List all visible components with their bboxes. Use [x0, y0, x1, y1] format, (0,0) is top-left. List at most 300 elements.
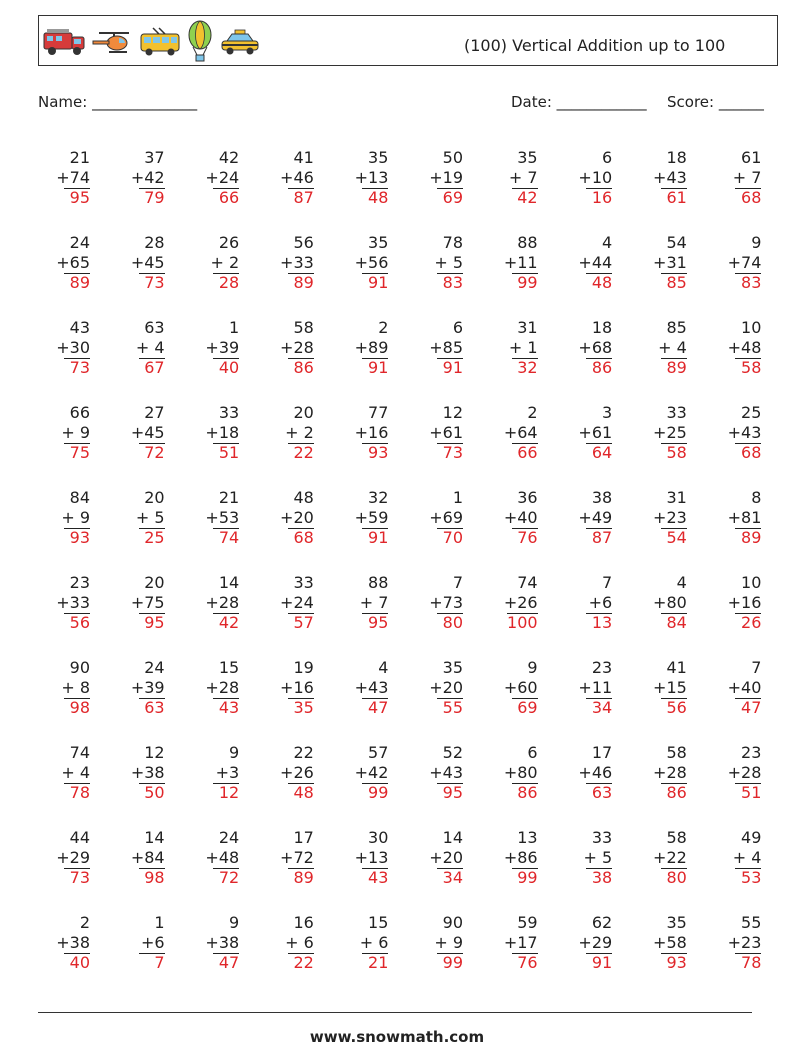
footer-site: www.snowmath.com: [309, 1028, 485, 1046]
addend-bottom: +44: [578, 253, 613, 272]
answer: 40: [64, 953, 90, 972]
addend-bottom: + 5: [434, 253, 463, 272]
addend-bottom: +3: [215, 763, 240, 782]
addend-bottom: + 4: [732, 848, 762, 867]
addend-top: 85: [666, 318, 687, 337]
answer: 93: [64, 528, 90, 547]
addend-top: 2: [527, 403, 538, 422]
addend-bottom: +10: [578, 168, 613, 187]
addition-problem: [635, 148, 687, 208]
addend-bottom: + 2: [285, 423, 314, 442]
addition-problem: [113, 573, 165, 633]
answer: 72: [139, 443, 165, 462]
fire-truck-icon: [43, 27, 85, 57]
addend-top: 32: [368, 488, 389, 507]
addend-bottom: +13: [354, 168, 389, 187]
addend-top: 41: [666, 658, 687, 677]
addend-top: 22: [293, 743, 314, 762]
addend-top: 4: [602, 233, 613, 252]
addend-top: 88: [368, 573, 389, 592]
answer: 76: [512, 528, 538, 547]
addition-problem: [560, 403, 612, 463]
addition-problem: [38, 403, 90, 463]
answer: 48: [586, 273, 612, 292]
addend-top: 31: [666, 488, 687, 507]
addition-problem: [560, 913, 612, 973]
addend-bottom: +28: [205, 678, 240, 697]
addend-bottom: + 9: [61, 508, 90, 527]
addition-problem: [38, 573, 90, 633]
addend-bottom: +65: [56, 253, 90, 272]
answer: 89: [735, 528, 761, 547]
addend-bottom: + 1: [508, 338, 538, 357]
addend-bottom: +28: [653, 763, 687, 782]
addend-bottom: +60: [503, 678, 538, 697]
addend-bottom: +38: [205, 933, 240, 952]
answer: 21: [362, 953, 388, 972]
helicopter-icon: [91, 27, 133, 57]
answer: 67: [139, 358, 165, 377]
answer: 13: [586, 613, 612, 632]
answer: 51: [735, 783, 761, 802]
answer: 47: [735, 698, 761, 717]
addend-bottom: +13: [354, 848, 389, 867]
date-field: Date: ____________: [511, 93, 647, 111]
answer: 68: [735, 188, 761, 207]
answer: 28: [213, 273, 239, 292]
addend-top: 23: [591, 658, 613, 677]
addition-problem: [113, 658, 165, 718]
answer: 75: [64, 443, 90, 462]
addend-bottom: +43: [727, 423, 762, 442]
addend-bottom: +38: [130, 763, 165, 782]
addition-problem: [635, 743, 687, 803]
addition-problem: [486, 658, 538, 718]
addition-problem: [486, 233, 538, 293]
answer: 95: [362, 613, 388, 632]
addend-bottom: +31: [653, 253, 687, 272]
addition-problem: [486, 403, 538, 463]
addend-bottom: +28: [280, 338, 314, 357]
answer: 12: [213, 783, 239, 802]
addition-problem: [336, 148, 388, 208]
answer: 69: [512, 698, 538, 717]
answer: 47: [213, 953, 239, 972]
addend-top: 77: [368, 403, 389, 422]
addition-problem: [635, 233, 687, 293]
answer: 16: [586, 188, 612, 207]
addend-top: 14: [218, 573, 240, 592]
addition-problem: [336, 573, 388, 633]
addend-bottom: +33: [56, 593, 90, 612]
addition-problem: [113, 743, 165, 803]
addition-problem: [113, 488, 165, 548]
addend-bottom: +18: [205, 423, 240, 442]
answer: 99: [512, 868, 538, 887]
addend-top: 35: [368, 233, 389, 252]
answer: 48: [288, 783, 314, 802]
answer: 68: [288, 528, 314, 547]
addend-top: 44: [69, 828, 90, 847]
addition-problem: [635, 573, 687, 633]
addition-problem: [336, 913, 388, 973]
addition-problem: [187, 573, 239, 633]
addend-bottom: +53: [205, 508, 240, 527]
addition-problem: [113, 233, 165, 293]
addend-top: 1: [154, 913, 165, 932]
addend-top: 50: [442, 148, 463, 167]
addition-problem: [709, 913, 761, 973]
addition-problem: [411, 488, 463, 548]
addend-bottom: +74: [727, 253, 762, 272]
answer: 51: [213, 443, 239, 462]
addend-top: 20: [144, 488, 165, 507]
addition-problem: [635, 658, 687, 718]
addend-top: 48: [293, 488, 314, 507]
addend-bottom: +69: [429, 508, 463, 527]
addend-top: 25: [741, 403, 762, 422]
addend-top: 35: [368, 148, 389, 167]
addend-bottom: +40: [503, 508, 538, 527]
addend-bottom: +23: [727, 933, 762, 952]
addend-bottom: +25: [653, 423, 687, 442]
addend-top: 21: [218, 488, 240, 507]
addition-problem: [709, 233, 761, 293]
addend-top: 7: [751, 658, 762, 677]
answer: 89: [288, 868, 314, 887]
addition-problem: [187, 743, 239, 803]
addition-problem: [262, 233, 314, 293]
addition-problem: [486, 743, 538, 803]
answer: 66: [512, 443, 538, 462]
addend-bottom: +45: [130, 423, 165, 442]
footer-divider: [38, 1012, 752, 1013]
addition-problem: [187, 233, 239, 293]
addition-problem: [635, 488, 687, 548]
addend-bottom: +84: [130, 848, 165, 867]
addend-bottom: +48: [205, 848, 240, 867]
addend-top: 24: [69, 233, 90, 252]
addend-top: 41: [293, 148, 314, 167]
answer: 42: [213, 613, 239, 632]
addend-top: 18: [591, 318, 613, 337]
answer: 99: [437, 953, 463, 972]
answer: 86: [288, 358, 314, 377]
addend-top: 88: [517, 233, 538, 252]
addend-bottom: +40: [727, 678, 762, 697]
addend-bottom: +20: [280, 508, 314, 527]
addition-problem: [38, 658, 90, 718]
answer: 84: [661, 613, 687, 632]
addend-top: 61: [741, 148, 762, 167]
addend-top: 90: [69, 658, 90, 677]
answer: 61: [661, 188, 687, 207]
addend-top: 33: [293, 573, 314, 592]
addend-top: 33: [218, 403, 240, 422]
addend-bottom: +20: [429, 848, 463, 867]
addition-problem: [38, 233, 90, 293]
addition-problem: [187, 403, 239, 463]
addend-bottom: +26: [503, 593, 538, 612]
addend-top: 55: [741, 913, 762, 932]
addition-problem: [336, 488, 388, 548]
addend-top: 7: [602, 573, 613, 592]
addend-bottom: + 7: [732, 168, 762, 187]
answer: 85: [661, 273, 687, 292]
addend-bottom: +15: [653, 678, 687, 697]
addition-problem: [262, 828, 314, 888]
addend-top: 31: [517, 318, 538, 337]
answer: 80: [437, 613, 463, 632]
answer: 95: [437, 783, 463, 802]
addend-top: 12: [442, 403, 463, 422]
addend-bottom: +56: [354, 253, 389, 272]
addition-problem: [187, 658, 239, 718]
addend-bottom: + 6: [285, 933, 314, 952]
addend-bottom: + 9: [61, 423, 90, 442]
addend-bottom: +75: [130, 593, 165, 612]
addend-top: 2: [79, 913, 90, 932]
addition-problem: [411, 828, 463, 888]
addition-problem: [709, 658, 761, 718]
addition-problem: [411, 658, 463, 718]
addend-top: 9: [527, 658, 538, 677]
addition-problem: [560, 828, 612, 888]
answer: 22: [288, 953, 314, 972]
addend-top: 17: [293, 828, 314, 847]
addend-top: 23: [741, 743, 762, 762]
addend-bottom: + 9: [434, 933, 463, 952]
addend-top: 1: [452, 488, 463, 507]
addend-top: 35: [442, 658, 463, 677]
answer: 35: [288, 698, 314, 717]
addition-problem: [709, 148, 761, 208]
addend-top: 33: [666, 403, 687, 422]
addend-top: 9: [229, 743, 240, 762]
addend-top: 63: [144, 318, 165, 337]
addition-problem: [262, 658, 314, 718]
addition-problem: [262, 743, 314, 803]
addend-bottom: +39: [130, 678, 165, 697]
name-field: Name: ______________: [38, 93, 198, 111]
addend-bottom: +46: [578, 763, 613, 782]
addend-bottom: +22: [653, 848, 687, 867]
addend-top: 14: [144, 828, 165, 847]
addend-bottom: +74: [56, 168, 90, 187]
addend-top: 24: [144, 658, 165, 677]
addend-top: 62: [591, 913, 613, 932]
answer: 34: [586, 698, 612, 717]
addend-top: 20: [293, 403, 314, 422]
addition-problem: [262, 573, 314, 633]
addend-bottom: + 5: [583, 848, 613, 867]
addend-bottom: +11: [578, 678, 613, 697]
addition-problem: [38, 148, 90, 208]
addend-top: 12: [144, 743, 165, 762]
addition-problem: [411, 148, 463, 208]
addend-top: 54: [666, 233, 687, 252]
answer: 47: [362, 698, 388, 717]
answer: 72: [213, 868, 239, 887]
addend-bottom: +61: [429, 423, 463, 442]
addend-bottom: +38: [56, 933, 90, 952]
addend-top: 8: [751, 488, 762, 507]
addend-top: 49: [741, 828, 762, 847]
answer: 83: [437, 273, 463, 292]
addend-bottom: +72: [280, 848, 314, 867]
answer: 99: [512, 273, 538, 292]
addition-problem: [560, 318, 612, 378]
addend-top: 14: [442, 828, 463, 847]
addend-top: 2: [378, 318, 389, 337]
addend-top: 10: [741, 573, 762, 592]
addition-problem: [336, 743, 388, 803]
addend-bottom: +86: [503, 848, 538, 867]
answer: 69: [437, 188, 463, 207]
hot-air-balloon-icon: [187, 20, 213, 64]
answer: 38: [586, 868, 612, 887]
addend-bottom: +49: [578, 508, 613, 527]
addend-bottom: +42: [354, 763, 389, 782]
addend-top: 6: [527, 743, 538, 762]
addend-top: 9: [229, 913, 240, 932]
addend-top: 35: [666, 913, 687, 932]
answer: 64: [586, 443, 612, 462]
addend-bottom: +81: [727, 508, 762, 527]
addend-bottom: +43: [354, 678, 389, 697]
addition-problem: [411, 318, 463, 378]
addition-problem: [38, 828, 90, 888]
addition-problem: [635, 318, 687, 378]
addend-top: 56: [293, 233, 314, 252]
answer: 79: [139, 188, 165, 207]
addend-top: 10: [741, 318, 762, 337]
addend-top: 43: [69, 318, 90, 337]
addend-top: 18: [666, 148, 687, 167]
addition-problem: [709, 828, 761, 888]
addend-top: 52: [442, 743, 463, 762]
addend-top: 35: [517, 148, 538, 167]
addend-bottom: +39: [205, 338, 240, 357]
addition-problem: [411, 403, 463, 463]
answer: 74: [213, 528, 239, 547]
addend-top: 20: [144, 573, 165, 592]
addition-problem: [262, 488, 314, 548]
addend-bottom: +6: [588, 593, 613, 612]
addend-top: 37: [144, 148, 165, 167]
answer: 87: [288, 188, 314, 207]
addend-top: 21: [69, 148, 90, 167]
addend-top: 3: [602, 403, 613, 422]
addend-top: 59: [517, 913, 538, 932]
addend-bottom: +43: [429, 763, 463, 782]
addend-bottom: +89: [354, 338, 389, 357]
addition-problem: [38, 743, 90, 803]
addition-problem: [560, 658, 612, 718]
answer: 89: [64, 273, 90, 292]
addend-bottom: +59: [354, 508, 389, 527]
addition-problem: [113, 403, 165, 463]
answer: 40: [213, 358, 239, 377]
answer: 58: [735, 358, 761, 377]
addend-top: 26: [218, 233, 240, 252]
answer: 76: [512, 953, 538, 972]
addend-bottom: +28: [205, 593, 240, 612]
addition-problem: [336, 403, 388, 463]
answer: 86: [586, 358, 612, 377]
addend-top: 13: [517, 828, 538, 847]
answer: 57: [288, 613, 314, 632]
addition-problem: [560, 573, 612, 633]
answer: 58: [661, 443, 687, 462]
addend-top: 78: [442, 233, 463, 252]
answer: 83: [735, 273, 761, 292]
answer: 42: [512, 188, 538, 207]
answer: 63: [139, 698, 165, 717]
answer: 91: [437, 358, 463, 377]
answer: 78: [64, 783, 90, 802]
addition-problem: [635, 913, 687, 973]
answer: 100: [507, 613, 538, 632]
addition-problem: [486, 573, 538, 633]
answer: 89: [288, 273, 314, 292]
addend-top: 58: [666, 743, 687, 762]
answer: 50: [139, 783, 165, 802]
addition-problem: [560, 148, 612, 208]
addend-top: 6: [602, 148, 613, 167]
answer: 73: [64, 358, 90, 377]
addition-problem: [486, 318, 538, 378]
addend-top: 15: [218, 658, 240, 677]
addition-problem: [336, 828, 388, 888]
addend-bottom: +23: [653, 508, 687, 527]
addend-bottom: +30: [56, 338, 90, 357]
addend-bottom: +46: [280, 168, 314, 187]
addition-problem: [486, 828, 538, 888]
answer: 86: [512, 783, 538, 802]
addend-bottom: +16: [727, 593, 762, 612]
addend-bottom: +58: [653, 933, 687, 952]
addend-top: 58: [666, 828, 687, 847]
answer: 86: [661, 783, 687, 802]
answer: 70: [437, 528, 463, 547]
addend-bottom: +33: [280, 253, 314, 272]
addend-bottom: + 4: [658, 338, 687, 357]
addend-top: 19: [293, 658, 314, 677]
answer: 95: [64, 188, 90, 207]
addition-problem: [709, 573, 761, 633]
addend-bottom: +29: [578, 933, 613, 952]
addend-top: 16: [293, 913, 314, 932]
answer: 73: [139, 273, 165, 292]
answer: 68: [735, 443, 761, 462]
addition-problem: [113, 148, 165, 208]
answer: 22: [288, 443, 314, 462]
answer: 66: [213, 188, 239, 207]
answer: 93: [362, 443, 388, 462]
addition-problem: [635, 828, 687, 888]
addition-problem: [336, 318, 388, 378]
header-icons: [43, 22, 261, 62]
answer: 73: [64, 868, 90, 887]
addend-top: 24: [218, 828, 240, 847]
addend-top: 17: [591, 743, 613, 762]
answer: 80: [661, 868, 687, 887]
addend-bottom: +6: [141, 933, 165, 952]
addend-bottom: +61: [578, 423, 613, 442]
answer: 89: [661, 358, 687, 377]
answer: 56: [661, 698, 687, 717]
